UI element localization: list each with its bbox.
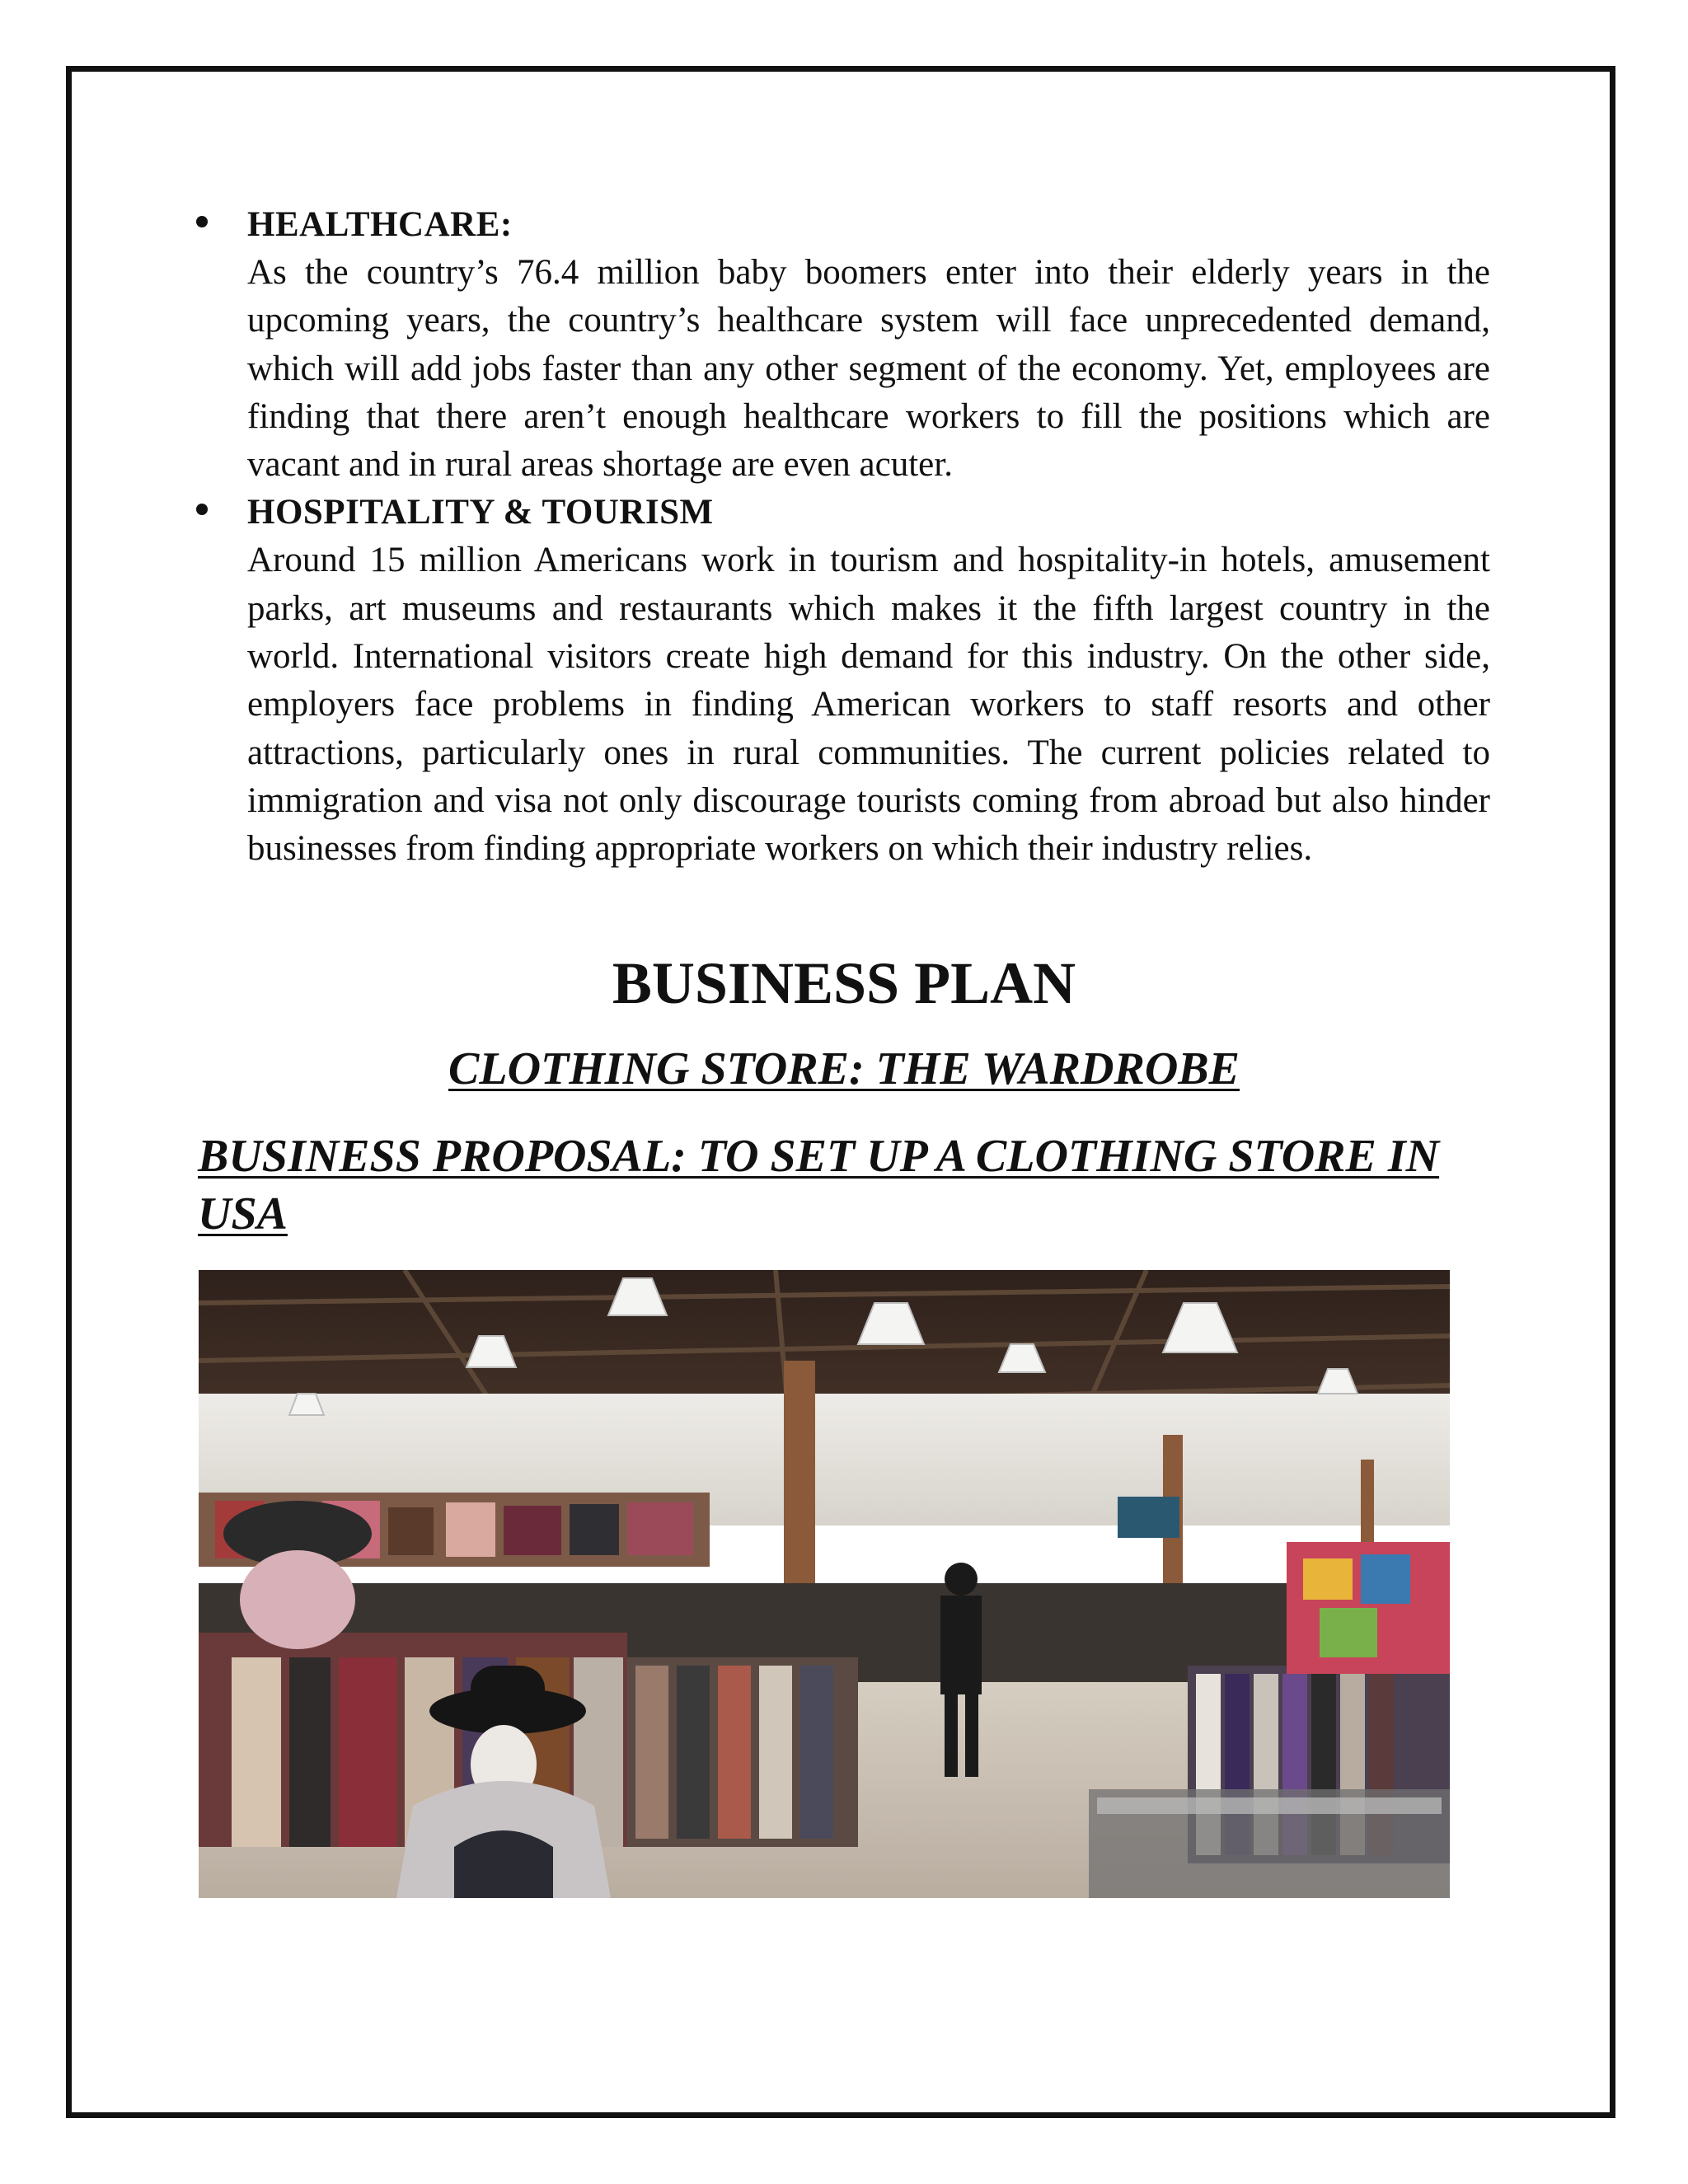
- bullet-paragraph: As the country’s 76.4 million baby boomers enter into their elderly years in the upcoming years, the country’s healthcare system will face unprecedented demand, which will add jobs faster than any other segment of the economy. Yet, employees are finding that there aren’t enough healthcare workers to fill the positions which are vacant and in rural areas shortage are even acuter.: [247, 253, 1490, 485]
- bullet-paragraph: Around 15 million Americans work in tourism and hospitality-in hotels, amusement parks, art museums and restaurants which makes it the fifth largest country in the world. International visitors create high demand for this industry. On the other side, employers face problems in finding American workers to staff resorts and other attractions, particularly ones in rural communities. The current policies related to immigration and visa not only discourage tourists coming from abroad but also hinder businesses from finding appropriate workers on which their industry relies.: [247, 541, 1490, 869]
- bullet-item-hospitality: [247, 489, 1490, 873]
- bullet-icon: [196, 216, 208, 227]
- industry-bullet-list: [247, 201, 1490, 874]
- bullet-heading: HOSPITALITY & TOURISM: [247, 493, 714, 532]
- proposal-heading: BUSINESS PROPOSAL: TO SET UP A CLOTHING STORE IN USA: [198, 1131, 1440, 1240]
- bullet-icon: [196, 504, 208, 515]
- store-interior-image: [199, 1270, 1450, 1898]
- bullet-item-healthcare: [247, 201, 1490, 489]
- store-subtitle: CLOTHING STORE: THE WARDROBE: [448, 1043, 1240, 1094]
- bullet-heading: HEALTHCARE:: [247, 205, 513, 244]
- clothing-store-photo: [199, 1270, 1450, 1898]
- page-title: BUSINESS PLAN: [612, 950, 1076, 1016]
